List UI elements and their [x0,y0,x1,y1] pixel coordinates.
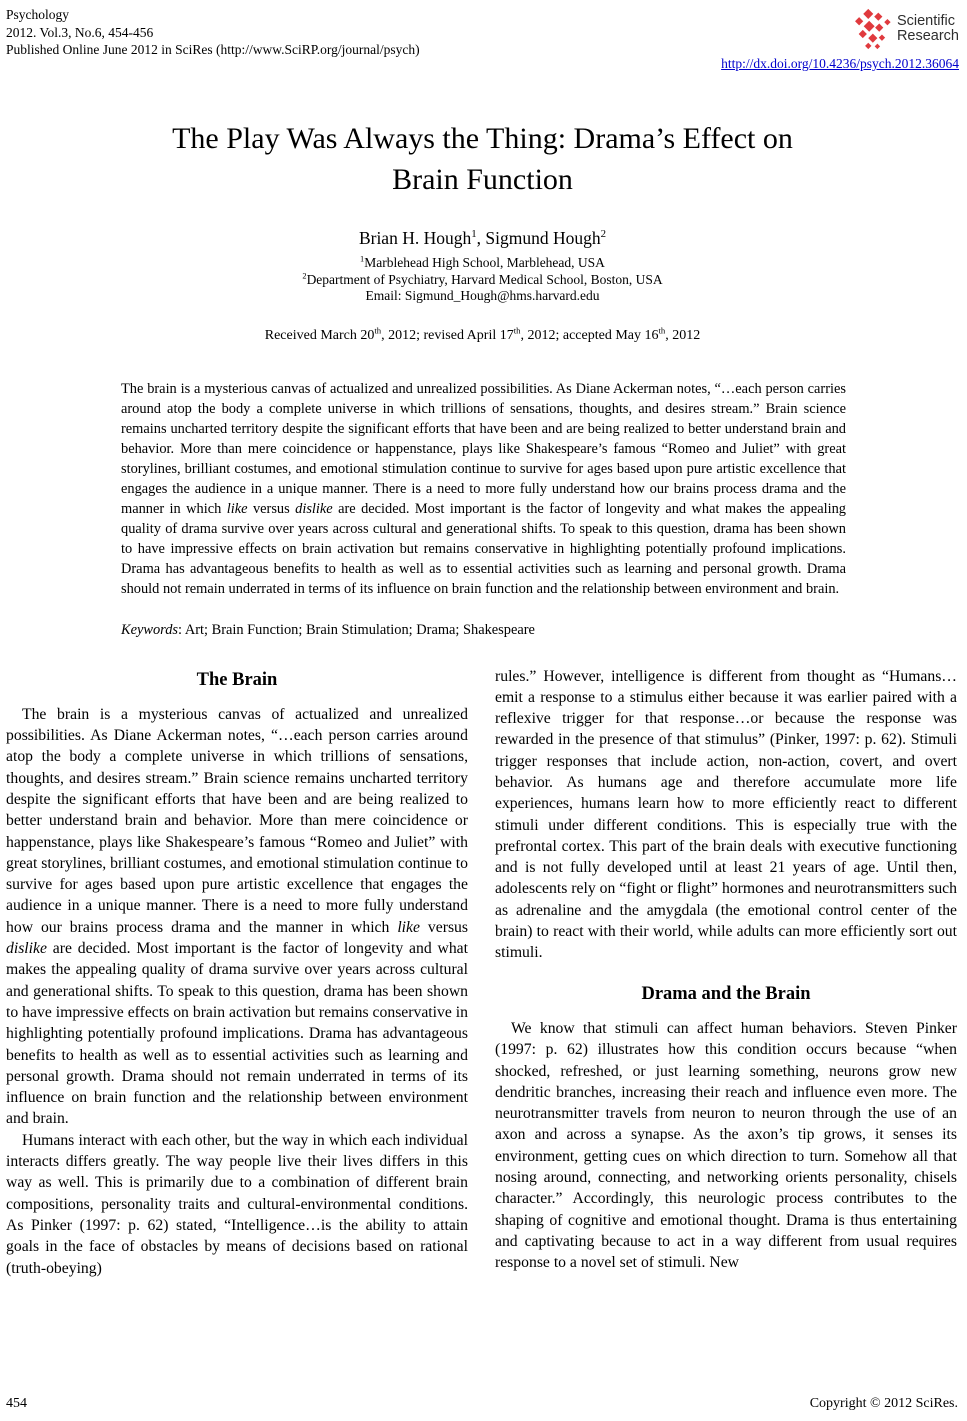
journal-name: Psychology [6,7,70,22]
page-header [6,6,959,73]
paragraph-the-brain-2: Humans interact with each other, but the way in which each individual interacts differs greatly. The way people live their lives differs in this way as well. This is primarily due to a combination of different brain compositions, personality traits and cultural-environmental conditions. As Pinker (1997: p. 62) stated, “Intelligence…is the ability to attain goals in the face of obstacles by means of decisions based on rational (truth-obeying) [6,1131,468,1277]
right-column [495,666,957,1279]
page-number: 454 [6,1396,27,1411]
doi-link[interactable]: http://dx.doi.org/10.4236/psych.2012.36064 [721,56,959,71]
abstract-text: The brain is a mysterious canvas of actualized and unrealized possibilities. As Diane Ackerman notes, “…each person carries around atop the body a complete universe in which trillions of sensations, thoughts, and desires stream.” Brain science remains uncharted territory despite the significant efforts that have been and are being realized to better understand brain and behavior. More than mere coincidence or happenstance, plays like Shakespeare’s famous “Romeo and Juliet” with great storylines, brilliant costumes, and emotional stimulation continue to survive for ages based upon pure artistic excellence that engages the audience in a unique manner. There is a need to more fully understand how our brains process drama and the manner in which like versus dislike are decided. Most important is the factor of longevity and what makes the appealing quality of drama survive over years across cultural and generational shifts. To speak to this question, drama has been shown to have impressive effects on brain activation but remains conservative in highlighting potentially profound implications. Drama has advantageous benefits to health as well as to essential activities such as learning and personal growth. Drama should not remain underrated in terms of its influence on brain function and the relationship between environment and brain. [121,380,846,597]
section-heading-drama-and-the-brain: Drama and the Brain [641,983,811,1004]
journal-volume-line: 2012. Vol.3, No.6, 454-456 [6,24,154,40]
affiliations-block [6,255,959,305]
paragraph-the-brain-3: rules.” However, intelligence is different from thought as “Humans…emit a response to a stimulus either because it was earlier paired with a reflexive trigger for that response…or because the response was rewarded in the presence of that stimulus” (Pinker, 1997: p. 62). Stimuli trigger responses that include action, non-action, covert, and overt behavior. As humans age and therefore accumulate more life experiences, humans learn how to more efficiently react to different stimuli under different conditions. This is especially true with the prefrontal cortex. This part of the brain deals with executive functioning and is not fully developed until at least 21 years of age. Until then, adolescents rely on “fight or flight” hormones and neurotransmitters such as adrenaline and the amygdala (the emotional control center of the brain) to react with their world, while adults can more efficiently sort out stimuli. [495,667,957,962]
paragraph-the-brain-1: The brain is a mysterious canvas of actualized and unrealized possibilities. As Diane Ackerman notes, “…each person carries around atop the body a complete universe in which trillions of sensations, thoughts, and desires stream.” Brain science remains uncharted territory despite the significant efforts that have been and are being realized to better understand brain and behavior. More than mere coincidence or happenstance, plays like Shakespeare’s famous “Romeo and Juliet” with great storylines, brilliant costumes, and emotional stimulation continue to survive for ages based upon pure artistic excellence that engages the audience in a unique manner. There is a need to more fully understand how our brains process drama and the manner in which like versus dislike are decided. Most important is the factor of longevity and what makes the appealing quality of drama survive over years across cultural and generational shifts. To speak to this question, drama has been shown to have impressive effects on brain activation but remains conservative in highlighting potentially profound implications. Drama has advantageous benefits to health as well as to essential activities such as learning and personal growth. Drama should not remain underrated in terms of its influence on brain function and the relationship between environment and brain. [6,705,468,1128]
publisher-wordmark: Scientific Research [896,13,959,44]
paragraph-drama-1: We know that stimuli can affect human behaviors. Steven Pinker (1997: p. 62) illustrates how this condition occurs because “when shocked, refreshed, or just learning something, neurons grow new dendritic branches, increasing their reach and influence even more. The neurotransmitter travels from neuron to neuron through the use of an axon and across a synapse. As the axon’s tip grows, it senses its environment, getting cues on which direction to turn. Somehow all that nosing around, connecting, and networking orients personality, chisels character.” Accordingly, this neurologic process contributes to the shaping of cognitive and emotional thought. Drama is thus entertaining and captivating because to act in a way different from usual requires response to a novel set of stimuli. New [495,1019,957,1272]
publisher-block [721,6,959,73]
email-line: Email: Sigmund_Hough@hms.harvard.edu [365,288,600,303]
paper-title-line-2: Brain Function [392,163,573,196]
paper-title [6,118,959,200]
article-body [6,666,959,1279]
copyright-notice: Copyright © 2012 SciRes. [809,1396,958,1411]
page-footer [6,1396,958,1412]
received-line: Received March 20th, 2012; revised April 17th, 2012; accepted May 16th, 2012 [264,324,701,343]
left-column [6,666,468,1279]
keywords-line: Keywords: Art; Brain Function; Brain Stimulation; Drama; Shakespeare [121,621,535,638]
scientific-research-logo-icon [850,8,892,50]
publisher-logo [721,8,959,50]
affiliation-1: $^1$Marblehead High School, Marblehead, USA [360,254,605,270]
authors-line: Brian H. Hough$^1$, Sigmund Hough$^2$ [358,228,607,248]
section-heading-the-brain: The Brain [196,669,278,690]
journal-published-line: Published Online June 2012 in SciRes (http://www.SciRP.org/journal/psych) [6,42,420,57]
paper-title-line-1: The Play Was Always the Thing: Drama’s Effect on [172,122,793,155]
journal-info [6,6,420,59]
affiliation-2: $^2$Department of Psychiatry, Harvard Medical School, Boston, USA [302,271,663,287]
